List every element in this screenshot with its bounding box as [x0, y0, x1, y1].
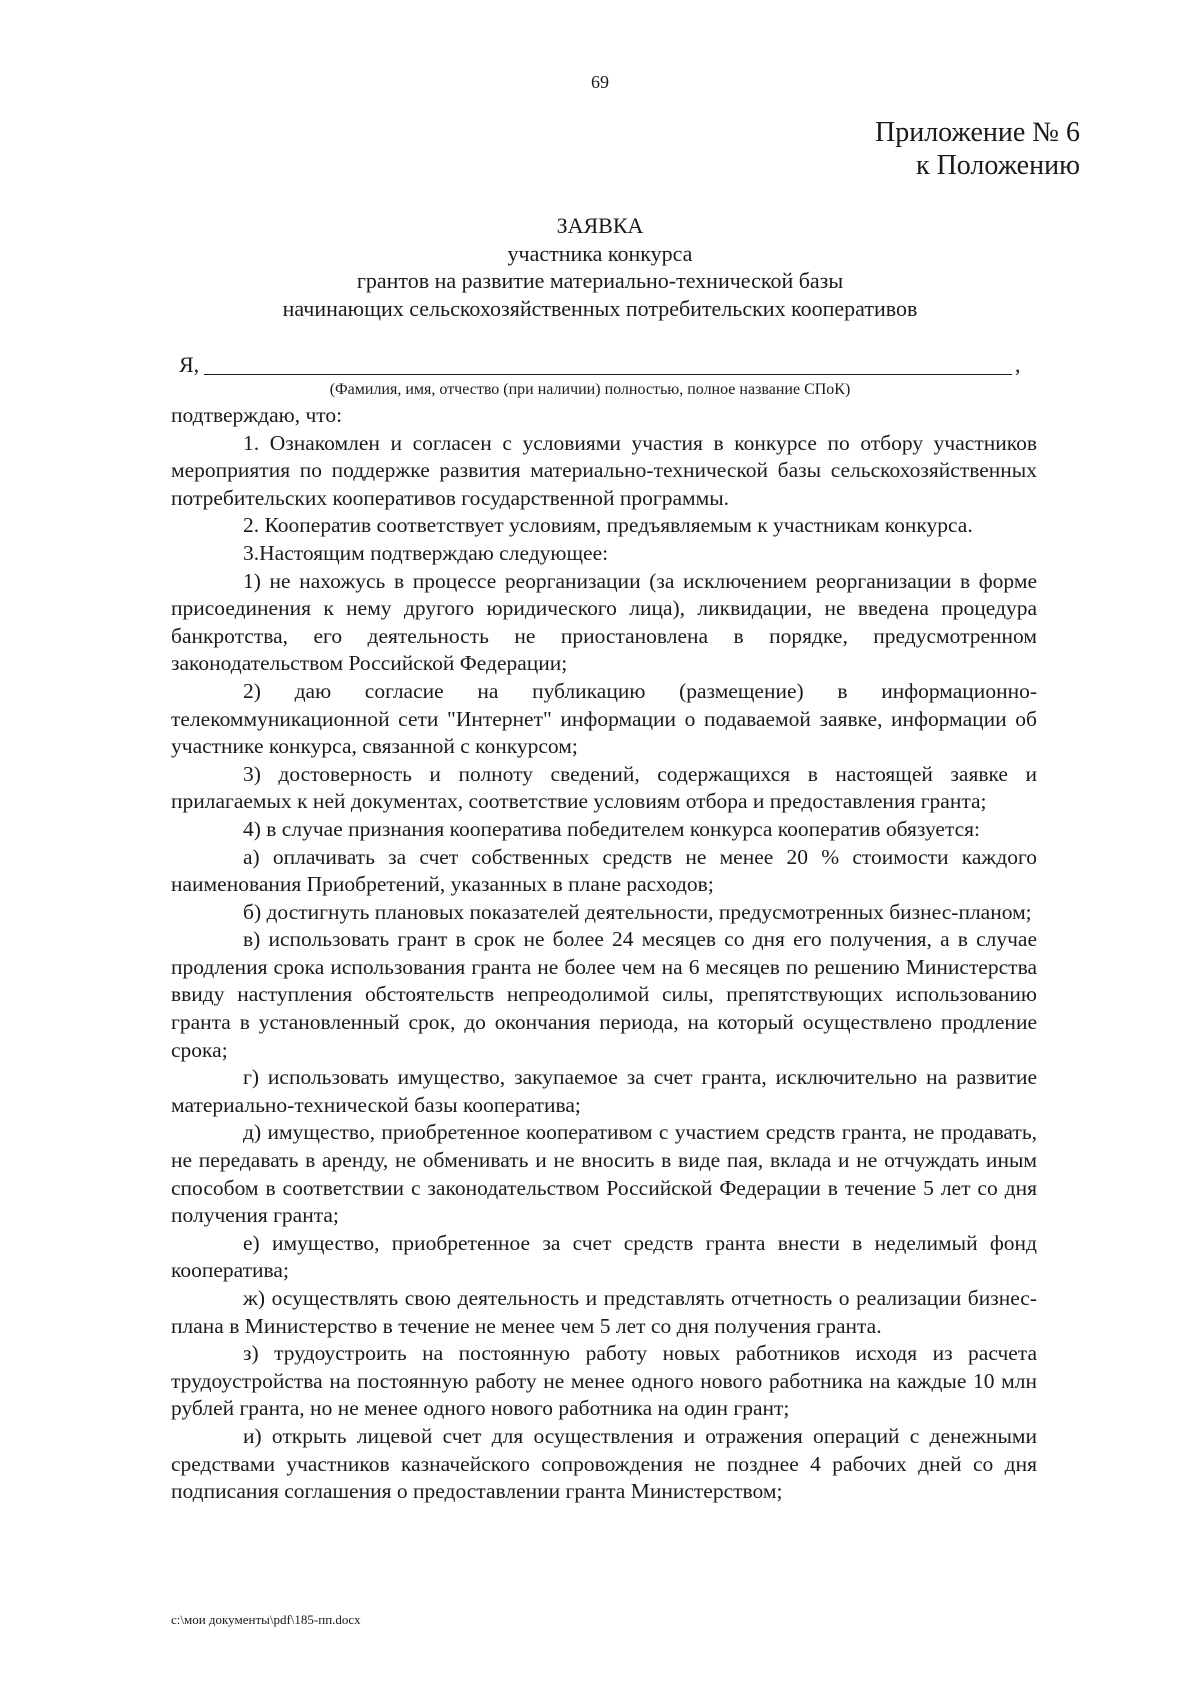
paragraph: г) использовать имущество, закупаемое за счет гранта, исключительно на развитие материально-технической базы кооператива;: [171, 1065, 1037, 1117]
paragraph: 1. Ознакомлен и согласен с условиями участия в конкурсе по отбору участников мероприятия по поддержке развития материально-технической базы сельскохозяйственных потребительских кооперативов государственной программы.: [171, 430, 1037, 510]
title-main: ЗАЯВКА: [556, 213, 644, 238]
paragraph: и) открыть лицевой счет для осуществления и отражения операций с денежными средствами участников казначейского сопровождения не позднее 4 рабочих дней со дня подписания соглашения о предоставлении гранта Министерством;: [171, 1423, 1037, 1504]
title-line-4: начинающих сельскохозяйственных потребительских кооперативов: [282, 295, 918, 321]
paragraph: д) имущество, приобретенное кооперативом с участием средств гранта, не продавать, не передавать в аренду, не обменивать и не вносить в виде пая, вклада и не отчуждать иным способом в соответствии с законодательством Российской Федерации в течение 5 лет со дня получения гранта;: [171, 1120, 1037, 1228]
paragraph: а) оплачивать за счет собственных средств не менее 20 % стоимости каждого наименования Приобретений, указанных в плане расходов;: [171, 844, 1037, 897]
paragraph: в) использовать грант в срок не более 24 месяцев со дня его получения, а в случае продления срока использования гранта не более чем на 6 месяцев по решению Министерства ввиду наступления обстоятельств непреодолимой силы, препятствующих использованию гранта в установленный срок, до окончания периода, на который осуществлено продление срока;: [171, 927, 1037, 1062]
page-number: 69: [591, 72, 609, 92]
paragraph: з) трудоустроить на постоянную работу новых работников исходя из расчета трудоустройства на постоянную работу не менее одного нового работника на каждые 10 млн рублей гранта, но не менее одного нового работника на один грант;: [171, 1341, 1037, 1421]
title-line-2: участника конкурса: [507, 240, 693, 266]
applicant-caption: (Фамилия, имя, отчество (при наличии) полностью, полное название СПоК): [329, 381, 851, 398]
paragraph: 2) даю согласие на публикацию (размещение) в информационно-телекоммуникационной сети "Интернет" информации о подаваемой заявке, информации об участнике конкурса, связанной с конкурсом;: [171, 678, 1037, 759]
paragraph: 1) не нахожусь в процессе реорганизации (за исключением реорганизации в форме присоединения к нему другого юридического лица), ликвидации, не введена процедура банкротства, его деятельность не приостановлена в порядке, предусмотренном законодательством Российской Федерации;: [171, 568, 1037, 676]
paragraph: б) достигнуть плановых показателей деятельности, предусмотренных бизнес-планом;: [243, 899, 1032, 924]
paragraph: подтверждаю, что:: [171, 403, 343, 427]
body-text: [171, 402, 1037, 1506]
applicant-prefix: Я,: [179, 352, 200, 377]
applicant-blank-line: [204, 374, 1012, 375]
paragraph: 3.Настоящим подтверждаю следующее:: [243, 540, 609, 565]
appendix-heading: [875, 116, 1080, 182]
applicant-suffix: ,: [1015, 352, 1021, 377]
footer-file-path: c:\мои документы\pdf\185-пп.docx: [171, 1612, 361, 1627]
applicant-field: [171, 352, 1031, 380]
paragraph: ж) осуществлять свою деятельность и представлять отчетность о реализации бизнес-плана в Министерство в течение не менее чем 5 лет со дня получения гранта.: [171, 1286, 1037, 1338]
paragraph: е) имущество, приобретенное за счет средств гранта внести в неделимый фонд кооператива;: [171, 1230, 1037, 1283]
title-line-3: грантов на развитие материально-технической базы: [356, 268, 844, 293]
paragraph: 4) в случае признания кооператива победителем конкурса кооператив обязуется:: [243, 816, 981, 841]
paragraph: 3) достоверность и полноту сведений, содержащихся в настоящей заявке и прилагаемых к ней документах, соответствие условиям отбора и предоставления гранта;: [171, 761, 1037, 814]
document-title: [0, 212, 1200, 322]
appendix-reference: к Положению: [915, 150, 1080, 181]
appendix-number: Приложение № 6: [875, 117, 1080, 148]
paragraph: 2. Кооператив соответствует условиям, предъявляемым к участникам конкурса.: [243, 513, 973, 538]
